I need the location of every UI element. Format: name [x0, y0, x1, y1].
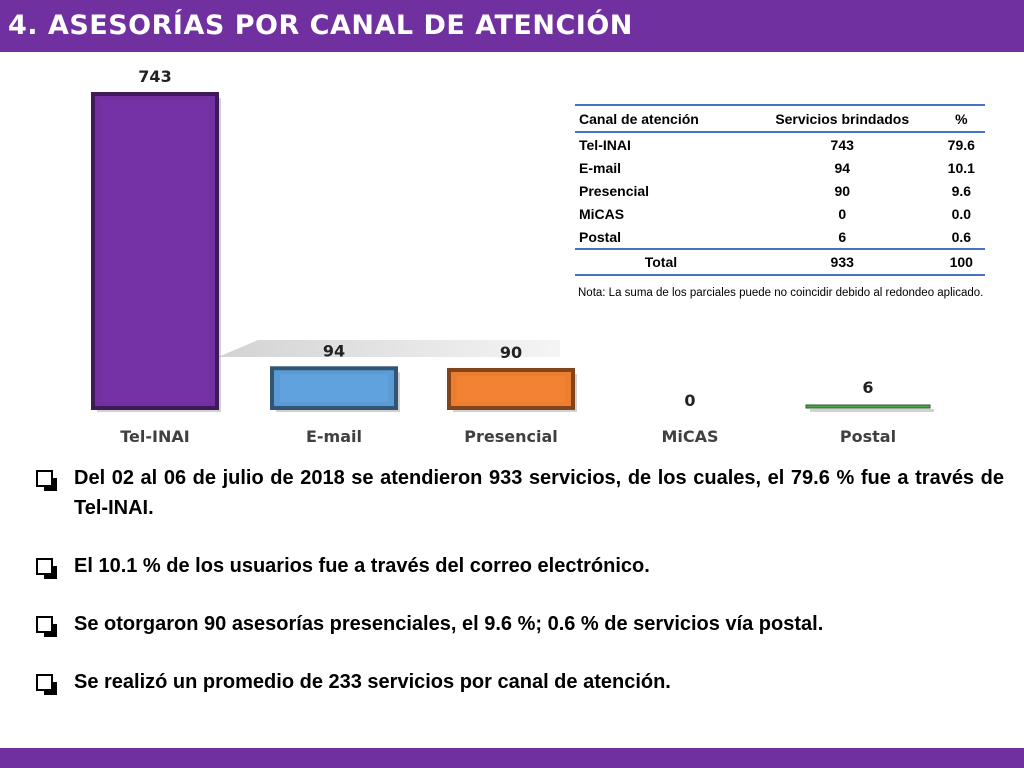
- table-cell: 10.1: [947, 159, 975, 176]
- table-row: [575, 202, 985, 225]
- table-note: Nota: La suma de los parciales puede no coincidir debido al redondeo aplicado.: [578, 287, 984, 299]
- bar-value-label: 0: [684, 391, 696, 410]
- table-cell: 6: [838, 228, 847, 245]
- table-cell: 90: [834, 182, 851, 199]
- table-cell: 100: [938, 249, 985, 275]
- table-cell: Postal: [579, 228, 622, 245]
- bullet-text: Del 02 al 06 de julio de 2018 se atendieron 933 servicios, de los cuales, el 79.6 % fue a través de Tel-INAI.: [74, 467, 1004, 519]
- table-cell: 743: [830, 136, 854, 153]
- table-cell: MiCAS: [579, 205, 625, 222]
- bullet-text: Se otorgaron 90 asesorías presenciales, el 9.6 %; 0.6 % de servicios vía postal.: [74, 613, 824, 635]
- bullet-text: El 10.1 % de los usuarios fue a través del correo electrónico.: [74, 555, 650, 577]
- checkbox-bullet-icon: [36, 470, 53, 487]
- bar-value-label: 6: [862, 378, 874, 397]
- table-header: Canal de atención: [575, 105, 747, 132]
- category-label: Presencial: [464, 427, 558, 446]
- table-cell: Presencial: [579, 182, 650, 199]
- bar-highlight: [457, 376, 565, 402]
- bullet-item: [36, 667, 1004, 697]
- bar-postal: [806, 405, 930, 408]
- bullet-item: [36, 463, 1004, 523]
- table-row: [575, 132, 985, 156]
- category-label: MiCAS: [661, 427, 719, 446]
- bar-value-label: 90: [499, 342, 523, 362]
- category-label: Tel-INAI: [120, 427, 190, 446]
- table-row: [575, 179, 985, 202]
- checkbox-bullet-icon: [36, 616, 53, 633]
- table-cell: E-mail: [579, 159, 622, 176]
- table-row: [575, 225, 985, 249]
- bar-highlight: [101, 100, 209, 402]
- table-cell: Tel-INAI: [579, 136, 631, 153]
- table-cell: 9.6: [951, 182, 972, 199]
- bullet-item: [36, 609, 1004, 639]
- table-row: [575, 156, 985, 179]
- table-header: Servicios brindados: [747, 105, 938, 132]
- table-cell: 0: [838, 205, 847, 222]
- table-header: %: [938, 105, 985, 132]
- bar-value-label: 94: [322, 341, 346, 361]
- bottom-bar: [0, 748, 1024, 768]
- data-table: [575, 104, 985, 276]
- table-cell: 933: [747, 249, 938, 275]
- bar-highlight: [280, 374, 388, 402]
- category-label: E-mail: [305, 427, 363, 446]
- table-cell: 79.6: [947, 136, 975, 153]
- bullet-item: [36, 551, 1004, 581]
- bullet-text: Se realizó un promedio de 233 servicios por canal de atención.: [74, 671, 671, 693]
- table-cell: Total: [575, 249, 747, 275]
- category-label: Postal: [839, 427, 897, 446]
- table-total-row: [575, 249, 985, 275]
- page-title: 4. ASESORÍAS POR CANAL DE ATENCIÓN: [8, 10, 633, 41]
- table-cell: 0.0: [951, 205, 972, 222]
- bar-value-label: 743: [138, 67, 172, 86]
- bar-shadow: [810, 409, 934, 412]
- bullet-list: [36, 463, 1004, 697]
- checkbox-bullet-icon: [36, 674, 53, 691]
- table-header-row: [575, 105, 985, 132]
- title-bar: [0, 0, 1024, 52]
- table-cell: 94: [834, 159, 851, 176]
- checkbox-bullet-icon: [36, 558, 53, 575]
- table-cell: 0.6: [951, 228, 972, 245]
